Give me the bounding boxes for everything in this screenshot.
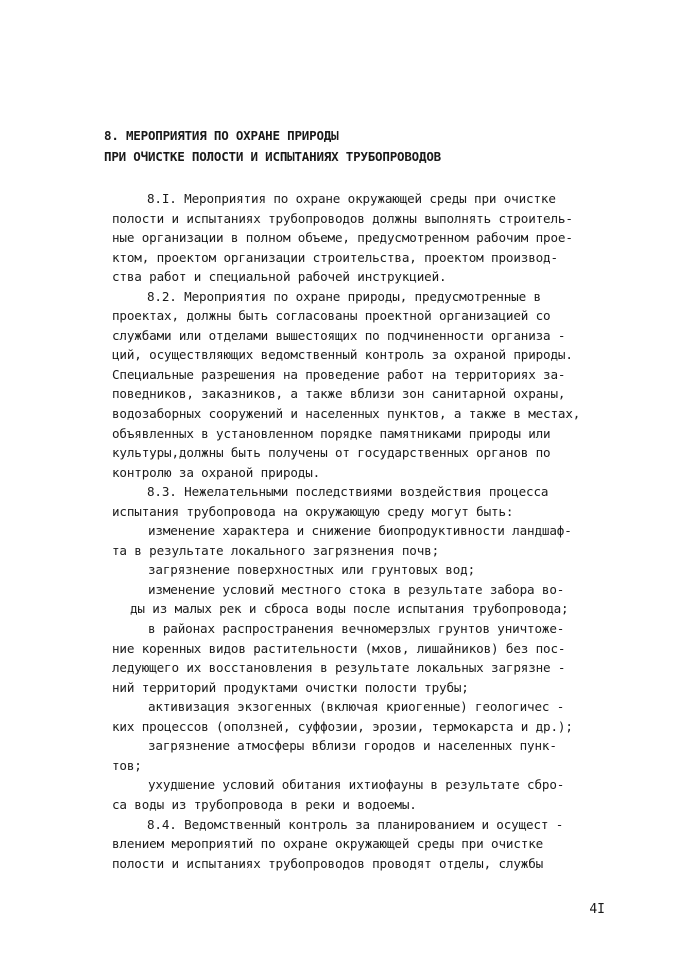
list-item-line: са воды из трубопровода в реки и водоемы. (112, 796, 417, 812)
paragraph-line: службами или отделами вышестоящих по подчиненности организа - (112, 327, 566, 343)
paragraph-line: 8.2. Мероприятия по охране природы, предусмотренные в (147, 288, 541, 304)
paragraph-line: культуры,должны быть получены от государственных органов по (112, 445, 551, 461)
paragraph-line: поведников, заказников, а также вблизи зон санитарной охраны, (112, 386, 566, 402)
list-item-line: в районах распространения вечномерзлых грунтов уничтоже- (148, 621, 565, 637)
paragraph-line: водозаборных сооружений и населенных пунктов, а также в местах, (112, 406, 581, 422)
paragraph-line: 8.3. Нежелательными последствиями воздействия процесса (147, 484, 549, 500)
paragraph-line: проектах, должны быть согласованы проектной организацией со (112, 308, 551, 324)
page-number: 4I (589, 902, 605, 917)
list-item-line: тов; (112, 757, 142, 773)
section-body (112, 189, 632, 873)
paragraph-line: ций, осуществляющих ведомственный контроль за охраной природы. (112, 347, 573, 363)
list-item-line: изменение условий местного стока в результате забора во- (148, 581, 565, 597)
heading-line: 8. МЕРОПРИЯТИЯ ПО ОХРАНЕ ПРИРОДЫ (104, 128, 339, 143)
paragraph-line: ктом, проектом организации строительства, проектом производ- (112, 249, 558, 265)
paragraph-line: 8.4. Ведомственный контроль за планированием и осущест - (147, 816, 564, 832)
paragraph-line: Специальные разрешения на проведение работ на территориях за- (112, 366, 566, 382)
list-item-line: ды из малых рек и сброса воды после испытания трубопровода; (130, 601, 569, 617)
paragraph-line: полости и испытаниях трубопроводов должны выполнять строитель- (112, 210, 573, 226)
paragraph-line: испытания трубопровода на окружающую среду могут быть: (112, 503, 514, 519)
paragraph-line: контролю за охраной природы. (112, 464, 321, 480)
paragraph-line: ные организации в полном объеме, предусмотренном рабочим прое- (112, 230, 573, 246)
list-item-line: загрязнение атмосферы вблизи городов и населенных пунк- (148, 738, 557, 754)
list-item-line: та в результате локального загрязнения почв; (112, 542, 440, 558)
paragraph-line: влением мероприятий по охране окружающей среды при очистке (112, 836, 544, 852)
list-item-line: ний территорий продуктами очистки полости трубы; (112, 679, 469, 695)
paragraph-line: объявленных в установленном порядке памятниками природы или (112, 425, 551, 441)
list-item-line: загрязнение поверхностных или грунтовых вод; (148, 562, 476, 578)
list-item-line: ние коренных видов растительности (мхов, лишайников) без пос- (112, 640, 566, 656)
section-heading (104, 125, 441, 167)
paragraph-line: 8.I. Мероприятия по охране окружающей среды при очистке (147, 191, 556, 206)
list-item-line: активизация экзогенных (включая криогенные) геологичес - (148, 699, 565, 715)
list-item-line: ледующего их восстановления в результате локальных загрязне - (112, 660, 566, 676)
paragraph-line: полости и испытаниях трубопроводов проводят отделы, службы (112, 855, 544, 871)
list-item-line: изменение характера и снижение биопродуктивности ландшаф- (148, 523, 572, 539)
paragraph-line: ства работ и специальной рабочей инструкцией. (112, 269, 447, 285)
list-item-line: ухудшение условий обитания ихтиофауны в результате сбро- (148, 777, 565, 793)
heading-line: ПРИ ОЧИСТКЕ ПОЛОСТИ И ИСПЫТАНИЯХ ТРУБОПРОВОДОВ (104, 149, 441, 164)
list-item-line: ких процессов (оползней, суффозии, эрозии, термокарста и др.); (112, 718, 573, 734)
